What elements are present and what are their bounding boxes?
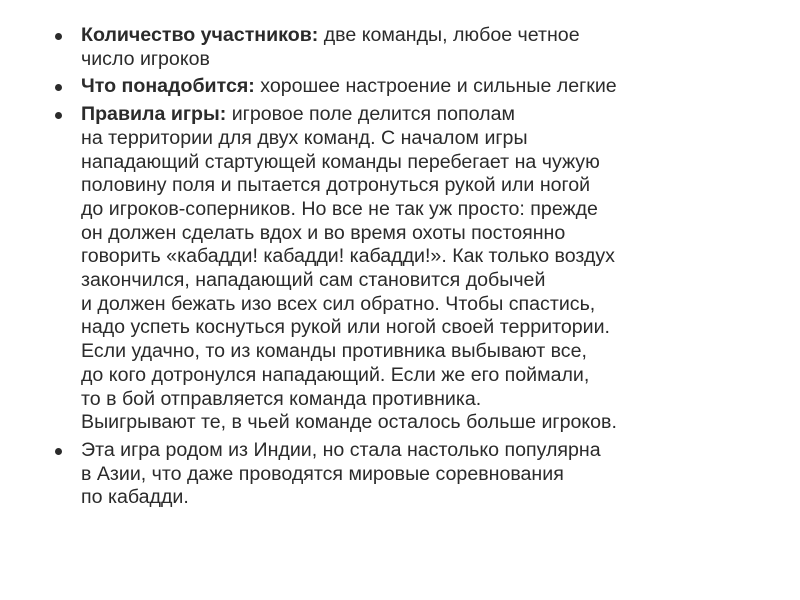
bullet-line: Если удачно, то из команды противника выбывают все,: [81, 340, 587, 363]
bullet-origin: [55, 439, 775, 510]
bullet-text: две команды, любое четное: [318, 24, 580, 46]
bullet-rules: [55, 103, 775, 435]
bullet-dot-icon: [55, 33, 62, 40]
bullet-label: Что понадобится: [81, 75, 249, 98]
bullet-text: игровое поле делится пополам: [226, 103, 515, 126]
bullet-line: до игроков-соперников. Но все не так уж просто: прежде: [81, 197, 598, 220]
bullet-text: хорошее настроение и сильные легкие: [254, 75, 617, 98]
bullet-list: [55, 24, 775, 514]
bullet-label-colon: :: [248, 75, 255, 98]
bullet-line: то в бой отправляется команда противника.: [81, 387, 482, 410]
bullet-label: Правила игры: [81, 103, 220, 126]
bullet-line: на территории для двух команд. С началом игры: [81, 126, 528, 149]
bullet-line: Выигрывают те, в чьей команде осталось больше игроков.: [81, 411, 617, 434]
bullet-line: половину поля и пытается дотронуться рукой или ногой: [81, 174, 591, 197]
bullet-line: до кого дотронулся нападающий. Если же его поймали,: [81, 363, 590, 386]
bullet-dot-icon: [55, 84, 62, 91]
bullet-label-colon: :: [311, 24, 319, 46]
bullet-line: по кабадди.: [81, 486, 189, 509]
bullet-dot-icon: [55, 448, 62, 455]
bullet-line: [81, 24, 775, 48]
bullet-requirements: [55, 75, 775, 99]
bullet-line: Эта игра родом из Индии, но стала настолько популярна: [81, 438, 601, 461]
bullet-dot-icon: [55, 112, 62, 119]
bullet-label: Количество участников: [81, 24, 312, 46]
bullet-label-colon: :: [219, 103, 227, 126]
bullet-line: говорить «кабадди! кабадди! кабадди!». Как только воздух: [81, 245, 615, 268]
bullet-line: нападающий стартующей команды перебегает на чужую: [81, 150, 600, 173]
bullet-line: в Азии, что даже проводятся мировые соревнования: [81, 462, 564, 485]
bullet-line: и должен бежать изо всех сил обратно. Чтобы спастись,: [81, 292, 596, 315]
bullet-line: он должен сделать вдох и во время охоты постоянно: [81, 221, 566, 244]
bullet-line: [81, 103, 775, 127]
bullet-line: надо успеть коснуться рукой или ногой своей территории.: [81, 316, 610, 339]
bullet-line: [81, 75, 775, 99]
bullet-participants: [55, 24, 775, 71]
bullet-line: число игроков: [81, 47, 210, 70]
bullet-line: закончился, нападающий сам становится добычей: [81, 269, 546, 292]
